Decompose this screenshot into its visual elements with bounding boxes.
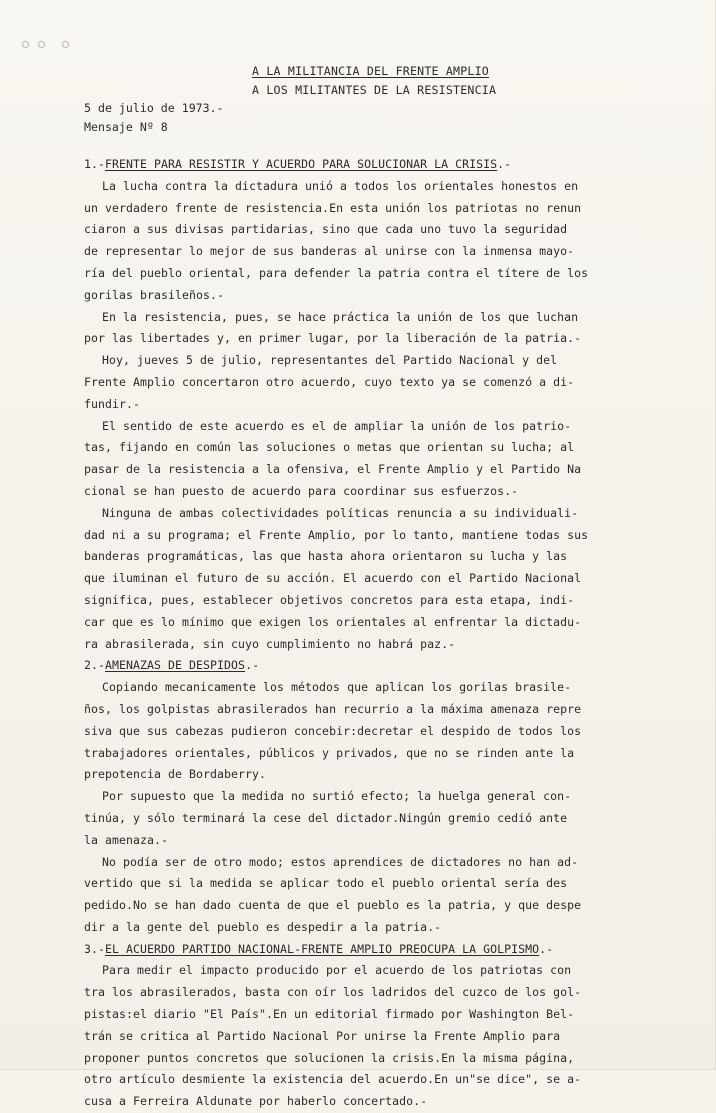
punch-hole bbox=[62, 41, 69, 48]
header-line-2: A LOS MILITANTES DE LA RESISTENCIA bbox=[252, 83, 497, 97]
text-line: No podía ser de otro modo; estos aprendices de dictadores no han ad- bbox=[102, 854, 579, 869]
text-line: cusa a Ferreira Aldunate por haberlo concertado.- bbox=[84, 1094, 428, 1109]
text-line: Copiando mecanicamente los métodos que aplican los gorilas brasile- bbox=[102, 680, 572, 695]
text-line: tas, fijando en común las soluciones o metas que orientan su lucha; al bbox=[84, 440, 575, 455]
punch-hole bbox=[38, 41, 45, 48]
section-title-2: AMENAZAS DE DESPIDOS bbox=[105, 658, 246, 673]
text-line: Por supuesto que la medida no surtió efecto; la huelga general con- bbox=[102, 789, 572, 804]
text-line: pasar de la resistencia a la ofensiva, el Frente Amplio y el Partido Na bbox=[84, 462, 582, 477]
text-line: banderas programáticas, las que hasta ahora orientaron su lucha y las bbox=[84, 549, 568, 564]
text-line: otro artículo desmiente la existencia del acuerdo.En un"se dice", se a- bbox=[84, 1072, 582, 1087]
section-title-1: FRENTE PARA RESISTIR Y ACUERDO PARA SOLUCIONAR LA CRISIS bbox=[105, 157, 498, 171]
section-heading-2: 2.-AMENAZAS DE DESPIDOS.- bbox=[84, 658, 260, 673]
text-line: Para medir el impacto producido por el acuerdo de los patriotas con bbox=[102, 963, 572, 978]
text-line: significa, pues, establecer objetivos concretos para esta etapa, indi- bbox=[84, 592, 575, 607]
punch-hole bbox=[22, 41, 29, 48]
header-line-1: A LA MILITANCIA DEL FRENTE AMPLIO bbox=[252, 64, 489, 78]
section-heading-1: 1.-FRENTE PARA RESISTIR Y ACUERDO PARA SOLUCIONAR LA CRISIS.- bbox=[84, 157, 512, 171]
document-date: 5 de julio de 1973.- bbox=[84, 101, 224, 115]
text-line: gorilas brasileños.- bbox=[84, 287, 225, 302]
text-line: ra abrasilerada, sin cuyo cumplimiento no habrá paz.- bbox=[84, 636, 456, 651]
text-line: ría del pueblo oriental, para defender la patria contra el títere de los bbox=[84, 265, 589, 280]
section-title-3: EL ACUERDO PARTIDO NACIONAL-FRENTE AMPLIO PREOCUPA LA GOLPISMO bbox=[105, 941, 540, 956]
text-line: La lucha contra la dictadura unió a todos los orientales honestos en bbox=[102, 178, 579, 193]
text-line: tra los abrasilerados, basta con oír los ladridos del cuzco de los gol- bbox=[84, 985, 582, 1000]
text-line: dir a la gente del pueblo es despedir a la patria.- bbox=[84, 919, 442, 934]
text-line: ciaron a sus divisas partidarias, sino que cada uno tuvo la seguridad bbox=[84, 222, 568, 237]
text-line: fundir.- bbox=[84, 396, 141, 411]
text-line: Ninguna de ambas colectividades políticas renuncia a su individuali- bbox=[102, 505, 579, 520]
text-line: vertido que si la medida se aplicar todo el pueblo oriental sería des bbox=[84, 876, 568, 891]
document-body bbox=[84, 154, 664, 1113]
text-line: la amenaza.- bbox=[84, 832, 169, 847]
text-line: car que es lo mínimo que exigen los orientales al enfrentar la dictadu- bbox=[84, 614, 582, 629]
text-line: por las libertades y, en primer lugar, por la liberación de la patria.- bbox=[84, 331, 582, 346]
text-line: cional se han puesto de acuerdo para coordinar sus esfuerzos.- bbox=[84, 483, 519, 498]
section-heading-3: 3.-EL ACUERDO PARTIDO NACIONAL-FRENTE AMPLIO PREOCUPA LA GOLPISMO.- bbox=[84, 941, 554, 956]
text-line: dad ni a su programa; el Frente Amplio, por lo tanto, mantiene todas sus bbox=[84, 527, 589, 542]
text-line: pedido.No se han dado cuenta de que el pueblo es la patria, y que despe bbox=[84, 898, 582, 913]
text-line: prepotencia de Bordaberry. bbox=[84, 767, 267, 782]
document-header bbox=[252, 62, 496, 100]
text-line: proponer puntos concretos que solucionen la crisis.En la misma página, bbox=[84, 1050, 575, 1065]
text-line: de representar lo mejor de sus banderas al unirse con la inmensa mayo- bbox=[84, 244, 575, 259]
text-line: En la resistencia, pues, se hace práctica la unión de los que luchan bbox=[102, 309, 579, 324]
text-line: un verdadero frente de resistencia.En esta unión los patriotas no renun bbox=[84, 200, 582, 215]
text-line: trabajadores orientales, públicos y privados, que no se rinden ante la bbox=[84, 745, 575, 760]
text-line: que iluminan el futuro de su acción. El acuerdo con el Partido Nacional bbox=[84, 571, 582, 586]
text-line: Frente Amplio concertaron otro acuerdo, cuyo texto ya se comenzó a di- bbox=[84, 374, 575, 389]
text-line: trán se critica al Partido Nacional Por unirse la Frente Amplio para bbox=[84, 1028, 561, 1043]
text-line: ños, los golpistas abrasilerados han recurrio a la máxima amenaza repre bbox=[84, 701, 582, 716]
document-meta bbox=[84, 99, 224, 137]
text-line: Hoy, jueves 5 de julio, representantes del Partido Nacional y del bbox=[102, 353, 558, 368]
text-line: siva que sus cabezas pudieron concebir:decretar el despido de todos los bbox=[84, 723, 582, 738]
text-line: tinúa, y sólo terminará la cese del dictador.Ningún gremio cedió ante bbox=[84, 810, 568, 825]
text-line: pistas:el diario "El País".En un editorial firmado por Washington Bel- bbox=[84, 1007, 575, 1022]
text-line: El sentido de este acuerdo es el de ampliar la unión de los patrio- bbox=[102, 418, 572, 433]
message-number: Mensaje Nº 8 bbox=[84, 120, 168, 134]
